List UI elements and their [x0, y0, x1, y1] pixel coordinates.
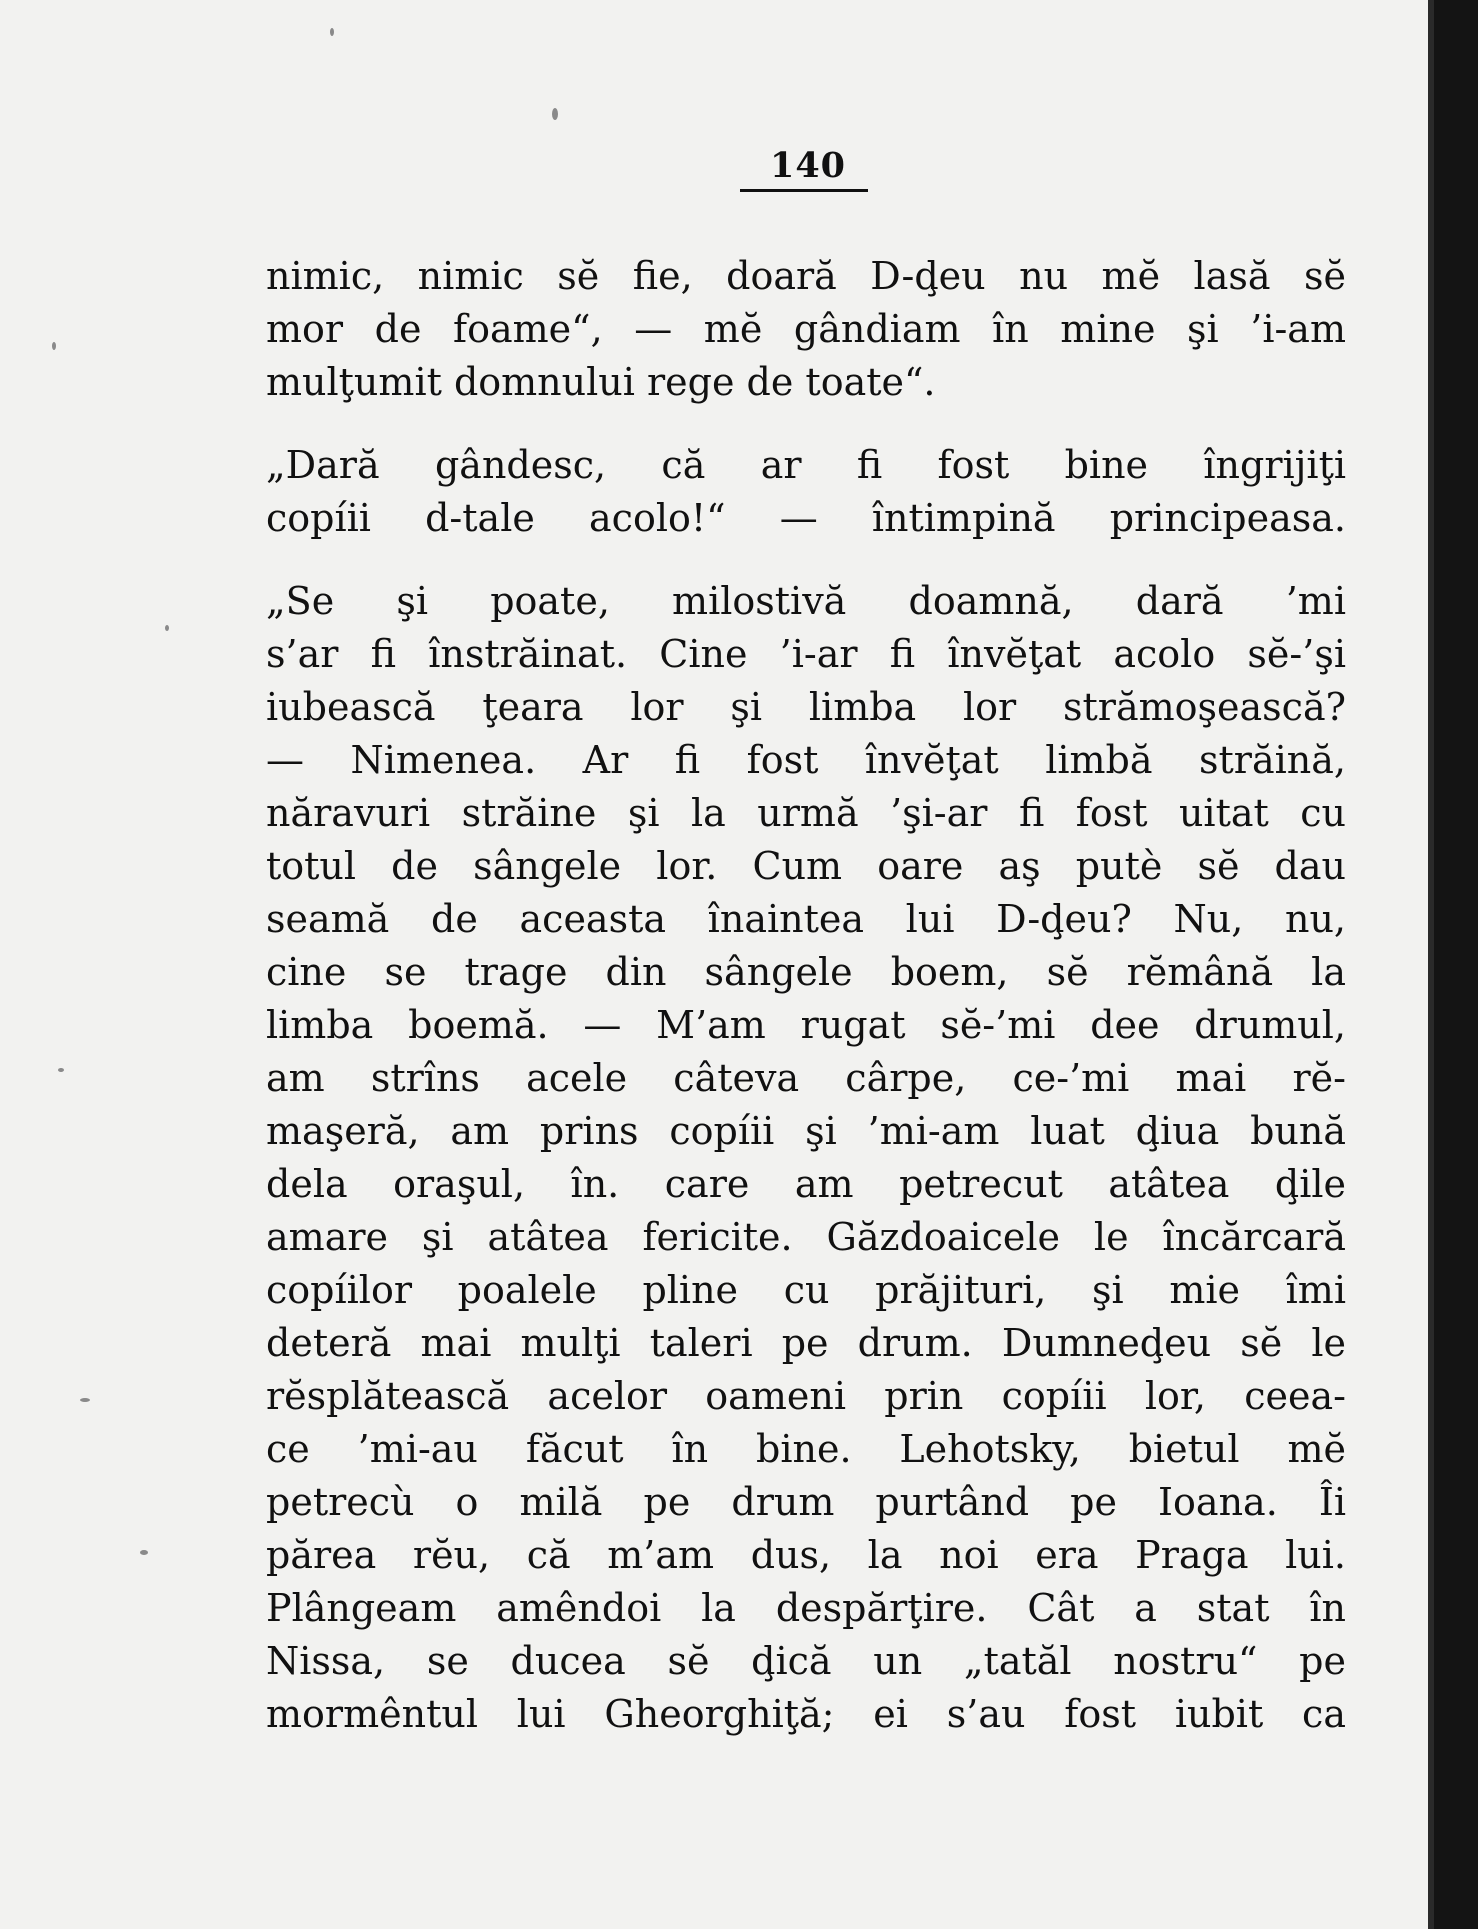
text-line: seamă de aceasta înaintea lui D-ḑeu? Nu, nu,: [266, 897, 1346, 941]
text-line: totul de sângele lor. Cum oare aş putè sĕ dau: [266, 844, 1346, 888]
text-line: părea rĕu, că m’am dus, la noi era Praga lui.: [266, 1533, 1346, 1577]
scan-border: [1428, 0, 1478, 1929]
text-line: deteră mai mulţi taleri pe drum. Dumneḑeu sĕ le: [266, 1321, 1346, 1365]
text-line: dela oraşul, în. care am petrecut atâtea ḑile: [266, 1162, 1346, 1206]
text-line: mulţumit domnului rege de toate“.: [266, 360, 936, 404]
body-text: [266, 250, 1346, 1741]
print-speck: [165, 625, 169, 631]
text-line: Nissa, se ducea sĕ ḑică un „tatăl nostru“ pe: [266, 1639, 1346, 1683]
text-line: rĕsplătească acelor oameni prin copíii lor, ceea-: [266, 1374, 1346, 1418]
text-line: „Se şi poate, milostivă doamnă, dară ’mi: [266, 579, 1346, 623]
print-speck: [330, 28, 334, 36]
text-line: petrecù o milă pe drum purtând pe Ioana. Îi: [266, 1480, 1346, 1524]
text-line: cine se trage din sângele boem, sĕ rĕmână la: [266, 950, 1346, 994]
text-line: am strîns acele câteva cârpe, ce-’mi mai rĕ-: [266, 1056, 1346, 1100]
print-speck: [52, 342, 56, 350]
text-line: s’ar fi înstrăinat. Cine ’i-ar fi învĕţat acolo sĕ-’şi: [266, 632, 1346, 676]
text-line: amare şi atâtea fericite. Găzdoaicele le încărcară: [266, 1215, 1346, 1259]
page-number-rule: [740, 189, 868, 192]
print-speck: [552, 108, 558, 120]
print-speck: [140, 1550, 148, 1555]
text-line: mormêntul lui Gheorghiţă; ei s’au fost iubit ca: [266, 1692, 1346, 1736]
print-speck: [80, 1398, 90, 1402]
text-line: Plângeam amêndoi la despărţire. Cât a stat în: [266, 1586, 1346, 1630]
text-line: năravuri străine şi la urmă ’şi-ar fi fost uitat cu: [266, 791, 1346, 835]
paragraph-3: [266, 575, 1346, 1741]
text-line: mor de foame“, — mĕ gândiam în mine şi ’i-am: [266, 307, 1346, 351]
text-line: copíii d-tale acolo!“ — întimpină principeasa.: [266, 496, 1346, 540]
page-number: 140: [769, 145, 847, 186]
text-line: — Nimenea. Ar fi fost învĕţat limbă străină,: [266, 738, 1346, 782]
text-line: nimic, nimic sĕ fie, doară D-ḑeu nu mĕ lasă sĕ: [266, 254, 1346, 298]
text-line: maşeră, am prins copíii şi ’mi-am luat ḑiua bună: [266, 1109, 1346, 1153]
print-speck: [58, 1068, 64, 1072]
text-line: ce ’mi-au făcut în bine. Lehotsky, bietul mĕ: [266, 1427, 1346, 1471]
text-line: „Dară gândesc, că ar fi fost bine îngrijiţi: [266, 443, 1346, 487]
text-line: limba boemă. — M’am rugat sĕ-’mi dee drumul,: [266, 1003, 1346, 1047]
text-line: iubească ţeara lor şi limba lor strămoşească?: [266, 685, 1346, 729]
text-line: copíilor poalele pline cu prăjituri, şi mie îmi: [266, 1268, 1346, 1312]
paragraph-1: [266, 250, 1346, 409]
paragraph-2: [266, 439, 1346, 545]
